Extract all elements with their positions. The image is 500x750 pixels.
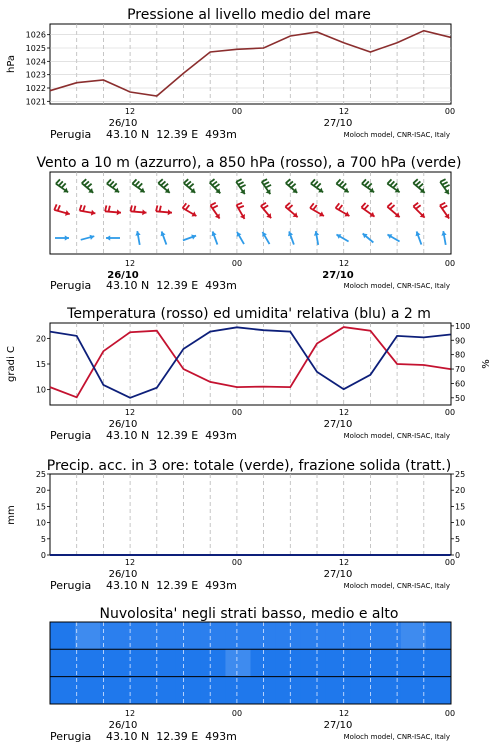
temp-date-2: 27/10 — [323, 419, 353, 430]
precip-frame — [50, 474, 451, 555]
pressure-title: Pressione al livello medio del mare — [127, 7, 371, 23]
temp-xaxis — [50, 408, 455, 442]
cloud-cell-2-1 — [75, 677, 101, 704]
cloud-cell-2-0 — [50, 677, 76, 704]
wind-xtick-12a: 12 — [124, 259, 136, 268]
precip-title: Precip. acc. in 3 ore: totale (verde), frazione solida (tratt.) — [46, 458, 452, 474]
temp-credit: Moloch model, CNR-ISAC, Italy — [343, 432, 450, 440]
pressure-location-place: Perugia — [50, 128, 92, 141]
cloud-cell-1-10 — [301, 649, 327, 676]
cloud-cell-0-12 — [351, 622, 377, 649]
temp-date-1: 26/10 — [108, 419, 138, 430]
ytick-label-0: 10 — [35, 385, 46, 395]
cloud-cell-2-5 — [175, 677, 201, 704]
precip-credit: Moloch model, CNR-ISAC, Italy — [343, 582, 450, 590]
temp-xtick-00a: 00 — [231, 408, 243, 417]
cloud-cell-1-12 — [351, 649, 377, 676]
cloud-cell-1-14 — [401, 649, 427, 676]
cloud-cell-1-6 — [200, 649, 226, 676]
wind-xtick-00a: 00 — [231, 259, 243, 268]
ytick-label-4: 1025 — [25, 44, 46, 53]
temp-xtick-12a: 12 — [124, 408, 136, 417]
cloud-location-place: Perugia — [50, 730, 92, 743]
cloud-xtick-00a: 00 — [231, 709, 243, 718]
cloud-cell-0-4 — [150, 622, 176, 649]
cloud-cell-2-15 — [426, 677, 452, 704]
cloud-cell-2-9 — [276, 677, 302, 704]
cloud-cell-1-7 — [225, 649, 251, 676]
pressure-date-2: 27/10 — [323, 118, 353, 129]
pressure-frame — [50, 24, 451, 104]
cloud-cell-1-9 — [276, 649, 302, 676]
cloud-date-1: 26/10 — [108, 720, 138, 731]
cloud-cell-1-11 — [326, 649, 352, 676]
cloud-cell-2-12 — [351, 677, 377, 704]
temp-yticks — [36, 334, 50, 394]
precip-date-1: 26/10 — [108, 569, 138, 580]
pressure-ylabel: hPa — [6, 54, 17, 74]
ytick-label-right-2: 10 — [455, 518, 466, 528]
cloud-cell-2-6 — [200, 677, 226, 704]
cloud-cell-2-10 — [301, 677, 327, 704]
precip-location-coords: 43.10 N 12.39 E 493m — [106, 579, 237, 592]
cloud-cell-2-13 — [376, 677, 402, 704]
ytick-label-0: 1021 — [25, 97, 46, 107]
cloud-cell-0-7 — [225, 622, 251, 649]
cloud-cell-1-15 — [426, 649, 452, 676]
precip-xaxis — [50, 558, 455, 592]
temp-location-coords: 43.10 N 12.39 E 493m — [106, 429, 237, 442]
wind-xtick-12b: 12 — [338, 259, 350, 268]
ytick-label-right-3: 80 — [455, 350, 466, 360]
ytick-label-right-1: 60 — [455, 379, 466, 389]
wind-credit: Moloch model, CNR-ISAC, Italy — [343, 282, 450, 290]
precip-xtick-00b: 00 — [444, 558, 456, 567]
temp-location-place: Perugia — [50, 429, 92, 442]
precip-xtick-12a: 12 — [124, 558, 136, 567]
ytick-label-1: 1022 — [25, 84, 46, 93]
cloud-xaxis — [50, 709, 455, 743]
cloud-cell-0-6 — [200, 622, 226, 649]
precip-location-place: Perugia — [50, 579, 92, 592]
precip-xtick-12b: 12 — [338, 558, 350, 567]
cloud-date-2: 27/10 — [323, 720, 353, 731]
ytick-label-4: 20 — [35, 486, 46, 496]
temp-frame — [50, 323, 451, 405]
cloud-heatmap — [50, 622, 452, 704]
precip-xtick-00a: 00 — [231, 558, 243, 567]
ytick-label-right-0: 0 — [455, 551, 461, 560]
ytick-label-right-5: 100 — [455, 321, 471, 331]
wind-location-coords: 43.10 N 12.39 E 493m — [106, 279, 237, 292]
ytick-label-right-1: 5 — [455, 534, 461, 544]
cloud-credit: Moloch model, CNR-ISAC, Italy — [343, 733, 450, 741]
ytick-label-right-4: 20 — [455, 486, 466, 496]
ytick-label-1: 5 — [40, 534, 46, 544]
cloud-cell-0-15 — [426, 622, 452, 649]
wind-date-2: 27/10 — [322, 270, 354, 281]
precip-date-2: 27/10 — [323, 569, 353, 580]
cloud-xtick-00b: 00 — [444, 709, 456, 718]
ytick-label-2: 1023 — [25, 70, 46, 80]
pressure-xtick-00b: 00 — [444, 107, 456, 116]
cloud-xtick-12b: 12 — [338, 709, 350, 718]
cloud-cell-0-14 — [401, 622, 427, 649]
wind-xaxis — [50, 259, 455, 292]
wind-date-1: 26/10 — [107, 270, 139, 281]
precip-ylabel: mm — [6, 505, 17, 525]
cloud-xtick-12a: 12 — [124, 709, 136, 718]
cloud-cell-0-1 — [75, 622, 101, 649]
cloud-cell-2-4 — [150, 677, 176, 704]
temp-xtick-00b: 00 — [444, 408, 456, 417]
cloud-cell-0-9 — [276, 622, 302, 649]
wind-xtick-00b: 00 — [444, 259, 456, 268]
cloud-cell-1-2 — [100, 649, 126, 676]
cloud-cell-1-0 — [50, 649, 76, 676]
ytick-label-3: 1024 — [25, 57, 46, 67]
cloud-location-coords: 43.10 N 12.39 E 493m — [106, 730, 237, 743]
wind-title: Vento a 10 m (azzurro), a 850 hPa (rosso), a 700 hPa (verde) — [36, 155, 462, 171]
pressure-location-coords: 43.10 N 12.39 E 493m — [106, 128, 237, 141]
pressure-credit: Moloch model, CNR-ISAC, Italy — [343, 131, 450, 139]
cloud-cell-1-3 — [125, 649, 151, 676]
ytick-label-5: 25 — [35, 470, 46, 479]
cloud-cell-0-11 — [326, 622, 352, 649]
pressure-xtick-12a: 12 — [124, 107, 136, 116]
cloud-title: Nuvolosita' negli strati basso, medio e alto — [99, 606, 399, 622]
ytick-label-2: 10 — [35, 518, 46, 528]
cloud-cell-2-11 — [326, 677, 352, 704]
ytick-label-5: 1026 — [25, 30, 46, 40]
ytick-label-right-4: 90 — [455, 336, 466, 346]
ytick-label-0: 0 — [40, 551, 46, 560]
wind-location-place: Perugia — [50, 279, 92, 292]
ytick-label-right-0: 50 — [455, 393, 466, 403]
temp-ylabel: gradi C — [6, 346, 17, 382]
cloud-cell-1-4 — [150, 649, 176, 676]
cloud-cell-1-5 — [175, 649, 201, 676]
cloud-cell-0-0 — [50, 622, 76, 649]
cloud-cell-2-2 — [100, 677, 126, 704]
pressure-xaxis — [50, 107, 455, 141]
pressure-xtick-00a: 00 — [231, 107, 243, 116]
cloud-cell-0-10 — [301, 622, 327, 649]
ytick-label-right-5: 25 — [455, 470, 466, 479]
cloud-cell-1-13 — [376, 649, 402, 676]
cloud-cell-0-13 — [376, 622, 402, 649]
humidity-yticks — [451, 322, 470, 403]
cloud-cell-0-2 — [100, 622, 126, 649]
cloud-cell-0-3 — [125, 622, 151, 649]
temp-title: Temperatura (rosso) ed umidita' relativa (blu) a 2 m — [67, 306, 431, 322]
cloud-cell-2-3 — [125, 677, 151, 704]
cloud-cell-1-1 — [75, 649, 101, 676]
pressure-date-1: 26/10 — [108, 118, 138, 129]
ytick-label-right-3: 15 — [455, 502, 466, 512]
ytick-label-3: 15 — [35, 502, 46, 512]
ytick-label-2: 20 — [35, 334, 46, 344]
cloud-cell-2-7 — [225, 677, 251, 704]
cloud-cell-2-14 — [401, 677, 427, 704]
ytick-label-1: 15 — [35, 360, 46, 369]
pressure-yticks — [26, 31, 50, 107]
pressure-xtick-12b: 12 — [338, 107, 350, 116]
humidity-ylabel: % — [481, 359, 492, 369]
ytick-label-right-2: 70 — [455, 365, 466, 375]
temp-xtick-12b: 12 — [338, 408, 350, 417]
cloud-cell-0-5 — [175, 622, 201, 649]
